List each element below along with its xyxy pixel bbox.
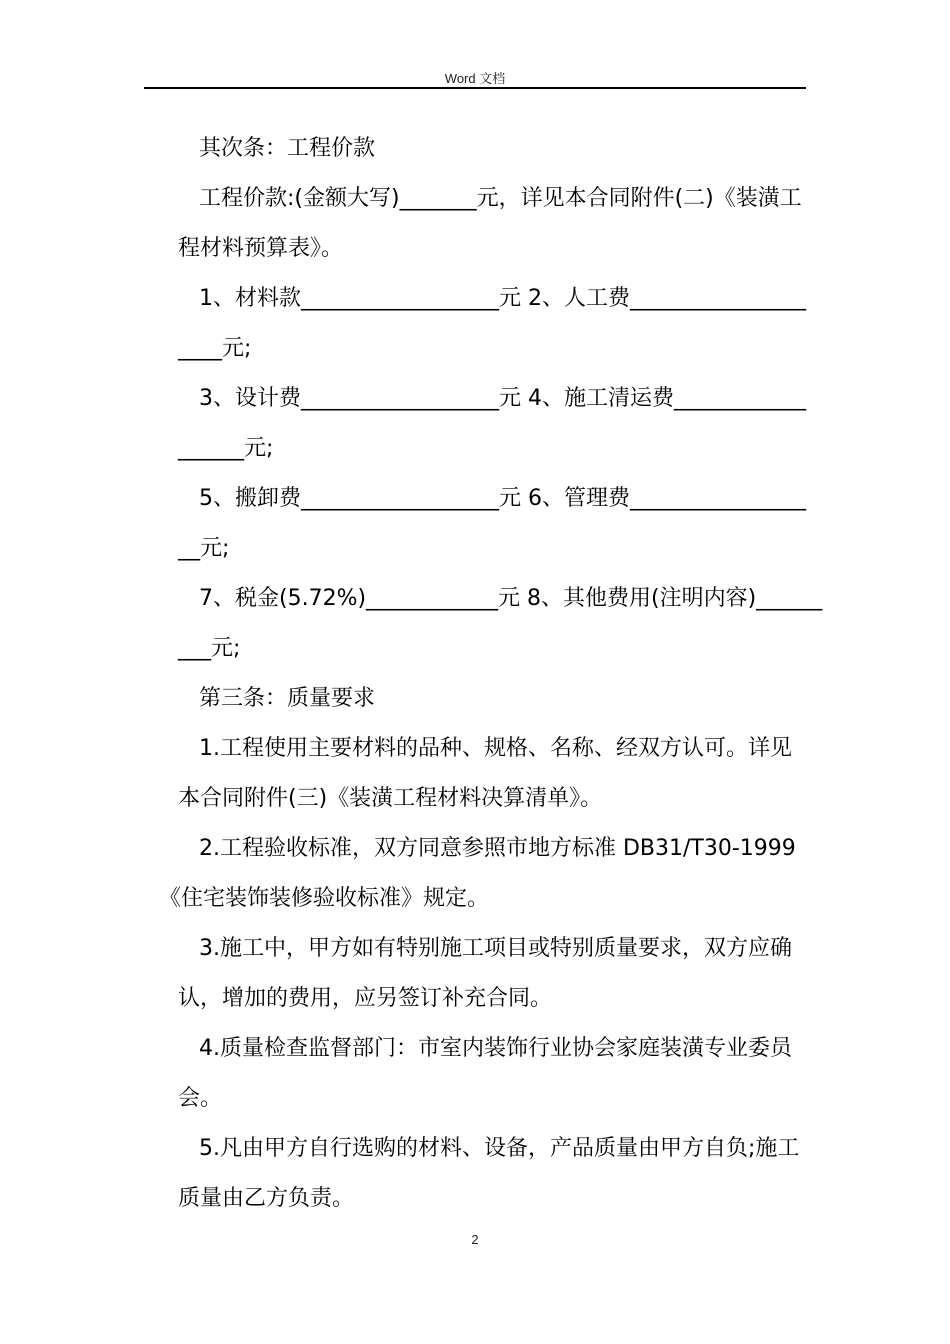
fee-line: ______元; xyxy=(178,436,274,461)
section-heading: 其次条：工程价款 xyxy=(199,136,376,161)
fee-line: ____元; xyxy=(178,336,252,361)
paragraph-line: 认，增加的费用，应另签订补充合同。 xyxy=(178,986,553,1011)
paragraph-line: 工程价款:(金额大写)_______元，详见本合同附件(二)《装潢工 xyxy=(199,186,802,211)
header-title: Word 文档 xyxy=(444,71,506,86)
fee-line: 7、税金(5.72%)____________元 8、其他费用(注明内容)______ xyxy=(199,586,823,611)
fee-line: 5、搬卸费__________________元 6、管理费________________ xyxy=(199,486,806,511)
paragraph-line: 5.凡由甲方自行选购的材料、设备，产品质量由甲方自负;施工 xyxy=(199,1136,800,1161)
paragraph-line: 3.施工中，甲方如有特别施工项目或特别质量要求，双方应确 xyxy=(199,936,792,961)
paragraph-line: 质量由乙方负责。 xyxy=(178,1186,355,1211)
paragraph-line: 2.工程验收标准，双方同意参照市地方标准 DB31/T30-1999 xyxy=(199,836,796,861)
paragraph-line: 本合同附件(三)《装潢工程材料决算清单》。 xyxy=(178,786,603,811)
paragraph-line: 《住宅装饰装修验收标准》规定。 xyxy=(159,886,490,911)
section-heading: 第三条：质量要求 xyxy=(199,686,376,711)
fee-line: __元; xyxy=(178,536,230,561)
paragraph-line: 4.质量检查监督部门：市室内装饰行业协会家庭装潢专业委员 xyxy=(199,1036,792,1061)
paragraph-line: 会。 xyxy=(178,1086,223,1111)
fee-line: 1、材料款__________________元 2、人工费________________ xyxy=(199,286,806,311)
fee-line: 3、设计费__________________元 4、施工清运费____________ xyxy=(199,386,806,411)
paragraph-line: 程材料预算表》。 xyxy=(178,236,344,261)
fee-line: ___元; xyxy=(178,636,241,661)
paragraph-line: 1.工程使用主要材料的品种、规格、名称、经双方认可。详见 xyxy=(199,736,792,761)
page-number: 2 xyxy=(471,1232,479,1247)
header-divider xyxy=(144,87,806,89)
